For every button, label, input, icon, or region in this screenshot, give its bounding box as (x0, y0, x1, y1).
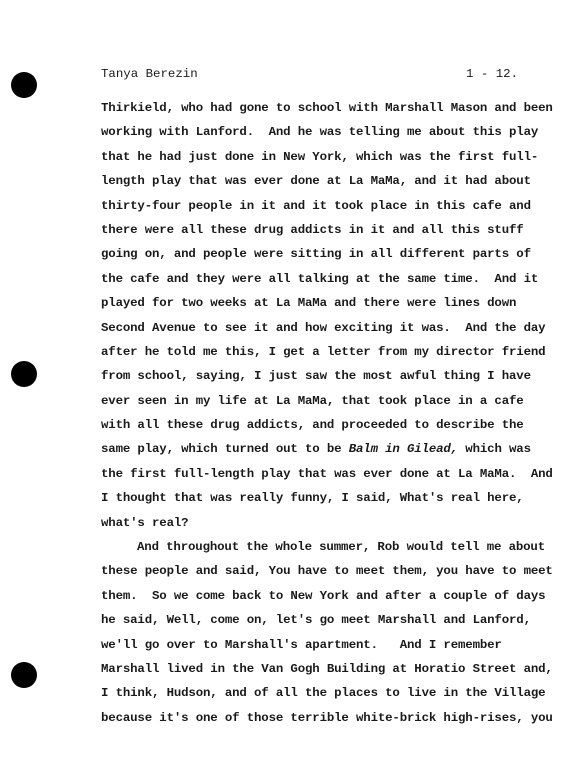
text-line: what's real? (101, 515, 189, 530)
text-line: these people and said, You have to meet them, you have to meet (101, 564, 553, 579)
play-title: Balm in Gilead, (348, 442, 459, 457)
text-line: Second Avenue to see it and how exciting it was. And the day (101, 320, 546, 335)
text-line: there were all these drug addicts in it and all this stuff (101, 222, 524, 237)
text-line: the first full-length play that was ever done at La MaMa. And (101, 466, 553, 481)
binder-hole-top (11, 72, 37, 98)
text-line: we'll go over to Marshall's apartment. And I remember (101, 637, 502, 652)
header-speaker-name: Tanya Berezin (101, 67, 198, 81)
text-line: he said, Well, come on, let's go meet Marshall and Lanford, (101, 613, 531, 628)
text-line: them. So we come back to New York and after a couple of days (101, 588, 546, 603)
text-line: thirty-four people in it and it took place in this cafe and (101, 198, 531, 213)
text-line: going on, and people were sitting in all different parts of (101, 247, 531, 262)
text-line: after he told me this, I get a letter from my director friend (101, 344, 546, 359)
text-line: from school, saying, I just saw the most awful thing I have (101, 369, 531, 384)
text-segment: same play, which turned out to be (101, 442, 349, 457)
binder-hole-middle (11, 361, 37, 387)
text-segment: which was (458, 442, 531, 457)
text-line: working with Lanford. And he was telling me about this play (101, 125, 539, 140)
binder-hole-bottom (11, 662, 37, 688)
text-line: that he had just done in New York, which was the first full- (101, 149, 539, 164)
header-page-number: 1 - 12. (466, 67, 519, 81)
text-line: Marshall lived in the Van Gogh Building at Horatio Street and, (101, 661, 553, 676)
text-line: the cafe and they were all talking at the same time. And it (101, 271, 539, 286)
text-line: played for two weeks at La MaMa and there were lines down (101, 296, 517, 311)
text-line: I thought that was really funny, I said, What's real here, (101, 491, 524, 506)
text-line: ever seen in my life at La MaMa, that took place in a cafe (101, 393, 524, 408)
text-line-with-title (101, 437, 531, 461)
text-line: Thirkield, who had gone to school with Marshall Mason and been (101, 101, 553, 115)
transcript-body (101, 96, 553, 730)
text-line: with all these drug addicts, and proceeded to describe the (101, 418, 524, 433)
text-line: I think, Hudson, and of all the places to live in the Village (101, 686, 546, 701)
text-line: length play that was ever done at La MaMa, and it had about (101, 174, 531, 189)
paragraph-first-line: And throughout the whole summer, Rob would tell me about (137, 540, 545, 555)
text-line: because it's one of those terrible white-brick high-rises, you (101, 710, 553, 725)
